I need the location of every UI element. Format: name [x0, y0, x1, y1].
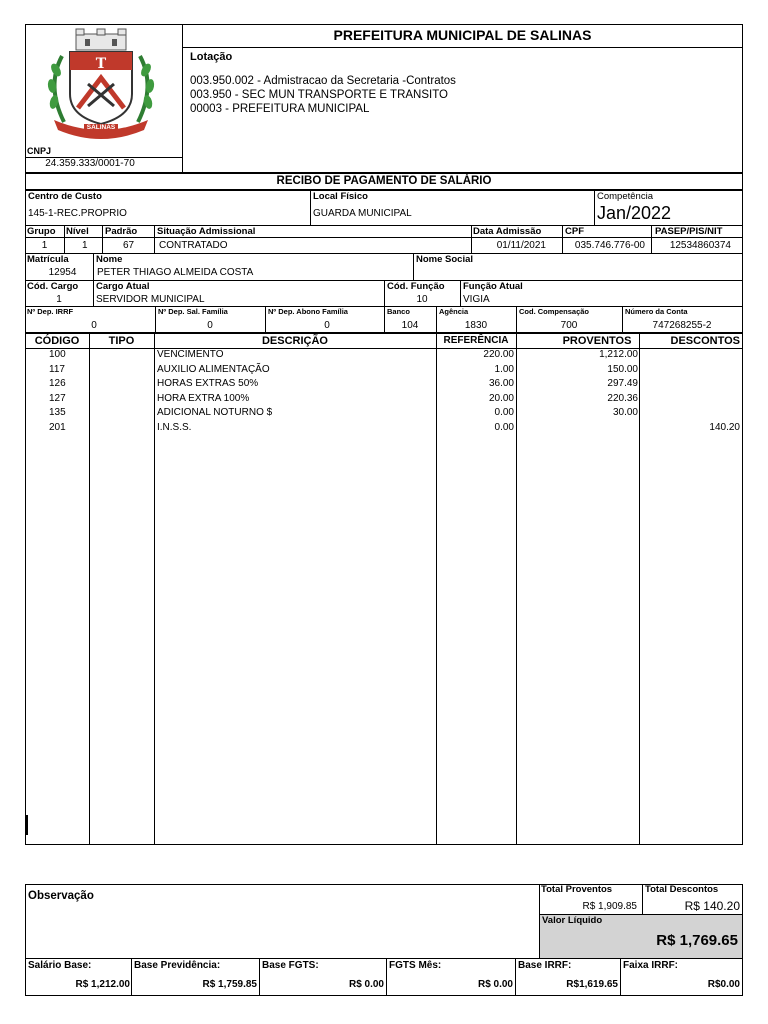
nome-social-label: Nome Social: [416, 254, 474, 265]
div-codfuncao: [460, 280, 461, 306]
div-codcargo: [93, 280, 94, 306]
total-descontos-label: Total Descontos: [645, 884, 719, 895]
cargo-atual-label: Cargo Atual: [96, 281, 150, 292]
salario-base-label: Salário Base:: [28, 960, 92, 971]
local-fisico-value: GUARDA MUNICIPAL: [313, 208, 412, 219]
div-depirrf: [155, 306, 156, 333]
cod-cargo-label: Cód. Cargo: [27, 281, 79, 292]
pasep-label: PASEP/PIS/NIT: [655, 226, 723, 237]
row-proventos: 220.36: [607, 392, 638, 404]
valor-liquido-label: Valor Líquido: [542, 915, 603, 926]
row-descricao: AUXILIO ALIMENTAÇÃO: [157, 363, 270, 375]
row-descricao: HORA EXTRA 100%: [157, 392, 250, 404]
cod-cargo-value: 1: [56, 294, 62, 305]
data-admissao-label: Data Admissão: [473, 226, 542, 237]
centro-custo-label: Centro de Custo: [28, 191, 102, 202]
banco-label: Banco: [387, 307, 410, 316]
row-codigo: 126: [49, 378, 66, 389]
page-title: PREFEITURA MUNICIPAL DE SALINAS: [333, 27, 592, 43]
observacao-label: Observação: [28, 890, 94, 902]
salario-base-value: R$ 1,212.00: [75, 979, 130, 990]
centro-custo-value: 145-1-REC.PROPRIO: [28, 208, 127, 219]
row-codigo: 127: [49, 392, 66, 404]
dep-sal-familia-label: Nº Dep. Sal. Família: [158, 307, 228, 316]
header-title-line: [182, 47, 743, 48]
agencia-label: Agência: [439, 307, 469, 316]
lotacao-label: Lotação: [190, 51, 233, 63]
lotacao-line-3: 00003 - PREFEITURA MUNICIPAL: [190, 103, 370, 115]
row-codigo: 100: [49, 349, 66, 360]
dep-irrf-label: Nº Dep. IRRF: [27, 307, 74, 316]
row-codigo: 135: [49, 407, 66, 418]
agencia-value: 1830: [464, 320, 488, 331]
base-fgts-label: Base FGTS:: [262, 960, 319, 971]
div-depsal: [265, 306, 266, 333]
row-proventos: 297.49: [607, 378, 638, 389]
row-referencia: 36.00: [488, 378, 514, 389]
base-previdencia-label: Base Previdência:: [134, 960, 221, 971]
dep-irrf-value: 0: [91, 320, 97, 331]
padrao-label: Padrão: [105, 226, 138, 237]
total-proventos-value: R$ 1,909.85: [582, 901, 637, 912]
nome-label: Nome: [96, 254, 123, 265]
div-nivel: [102, 225, 103, 253]
base-previdencia-value: R$ 1,759.85: [202, 979, 257, 990]
valor-liquido-value: R$ 1,769.65: [656, 932, 738, 949]
col-header-descricao: DESCRIÇÃO: [261, 335, 328, 347]
div-nome: [413, 253, 414, 280]
faixa-irrf-label: Faixa IRRF:: [623, 960, 679, 971]
col-header-proventos: PROVENTOS: [562, 335, 632, 347]
left-edge-tick: [26, 815, 28, 835]
total-descontos-value: R$ 140.20: [684, 899, 740, 913]
dep-abono-value: 0: [324, 320, 330, 331]
cnpj-label: CNPJ: [27, 146, 52, 156]
row2-label-line: [25, 237, 743, 238]
funcao-atual-label: Função Atual: [463, 281, 523, 292]
base-irrf-value: R$1,619.65: [566, 979, 618, 990]
numero-conta-value: 747268255-2: [652, 320, 712, 331]
row-proventos: 30.00: [612, 407, 638, 418]
table-row: [26, 348, 742, 363]
div-padrao: [154, 225, 155, 253]
row-referencia: 20.00: [488, 392, 514, 404]
table-row: [26, 363, 742, 378]
numero-conta-label: Número da Conta: [625, 307, 688, 316]
nivel-label: Nível: [66, 226, 89, 237]
dep-sal-familia-value: 0: [207, 320, 213, 331]
cod-compensacao-value: 700: [560, 320, 578, 331]
row-referencia: 0.00: [494, 407, 514, 418]
cnpj-underline: [25, 157, 182, 158]
fgts-mes-value: R$ 0.00: [477, 979, 513, 990]
table-row: [26, 392, 742, 407]
crest-banner-text: SALINAS: [86, 124, 116, 131]
row-descricao: HORAS EXTRAS 50%: [157, 378, 259, 389]
nome-value: PETER THIAGO ALMEIDA COSTA: [97, 267, 254, 278]
row2-bottom: [25, 253, 743, 254]
grupo-label: Grupo: [27, 226, 56, 237]
total-proventos-label: Total Proventos: [541, 884, 613, 895]
bases-line: [25, 958, 743, 959]
lf-divider: [594, 190, 595, 225]
pasep-value: 12534860374: [669, 240, 731, 251]
cargo-atual-value: SERVIDOR MUNICIPAL: [96, 294, 205, 305]
data-admissao-value: 01/11/2021: [496, 240, 546, 251]
grupo-value: 1: [41, 240, 48, 251]
table-row: [26, 406, 742, 421]
municipal-crest-logo: [40, 26, 162, 140]
cnpj-value: 24.359.333/0001-70: [45, 158, 135, 169]
table-row: [26, 377, 742, 392]
svg-text:T: T: [95, 56, 107, 72]
base-fgts-value: R$ 0.00: [348, 979, 384, 990]
row-descricao: VENCIMENTO: [157, 349, 224, 360]
row-codigo: 117: [49, 363, 65, 375]
cod-compensacao-label: Cod. Compensação: [519, 307, 590, 316]
matricula-label: Matrícula: [27, 254, 69, 265]
row-proventos: 1,212.00: [599, 349, 638, 360]
col-header-codigo: CÓDIGO: [34, 335, 80, 347]
situacao-label: Situação Admissional: [157, 226, 256, 237]
row-descricao: ADICIONAL NOTURNO $: [157, 407, 273, 418]
col-header-descontos: DESCONTOS: [670, 335, 740, 347]
base-irrf-label: Base IRRF:: [518, 960, 572, 971]
row-referencia: 1.00: [494, 363, 514, 375]
nivel-value: 1: [82, 240, 88, 251]
cod-funcao-label: Cód. Função: [387, 281, 445, 292]
lotacao-line-2: 003.950 - SEC MUN TRANSPORTE E TRANSITO: [190, 89, 448, 101]
row-referencia: 0.00: [494, 421, 514, 433]
funcao-atual-value: VIGIA: [463, 294, 490, 305]
matricula-value: 12954: [48, 267, 77, 278]
dep-abono-label: Nº Dep. Abono Família: [268, 307, 348, 316]
row-descontos: 140.20: [709, 421, 740, 433]
competencia-value: Jan/2022: [597, 203, 672, 223]
competencia-label: Competência: [597, 191, 653, 202]
padrao-value: 67: [123, 240, 135, 251]
cod-funcao-value: 10: [416, 294, 428, 305]
cpf-label: CPF: [565, 226, 584, 237]
local-fisico-label: Local Físico: [313, 191, 368, 202]
cpf-value: 035.746.776-00: [574, 240, 645, 251]
row-codigo: 201: [49, 421, 66, 433]
div-grupo: [64, 225, 65, 253]
col-header-referencia: REFERÊNCIA: [443, 335, 509, 346]
row-referencia: 220.00: [483, 349, 514, 360]
row-descricao: I.N.S.S.: [157, 421, 192, 433]
banco-value: 104: [401, 320, 419, 331]
row-proventos: 150.00: [607, 363, 638, 375]
fgts-mes-label: FGTS Mês:: [389, 960, 442, 971]
faixa-irrf-value: R$0.00: [707, 979, 740, 990]
table-row: [26, 421, 742, 436]
col-header-tipo: TIPO: [108, 335, 135, 347]
recibo-title: RECIBO DE PAGAMENTO DE SALÁRIO: [276, 175, 492, 187]
situacao-value: CONTRATADO: [159, 240, 228, 251]
cc-divider: [310, 190, 311, 225]
lotacao-line-1: 003.950.002 - Admistracao da Secretaria -Contratos: [190, 75, 456, 87]
